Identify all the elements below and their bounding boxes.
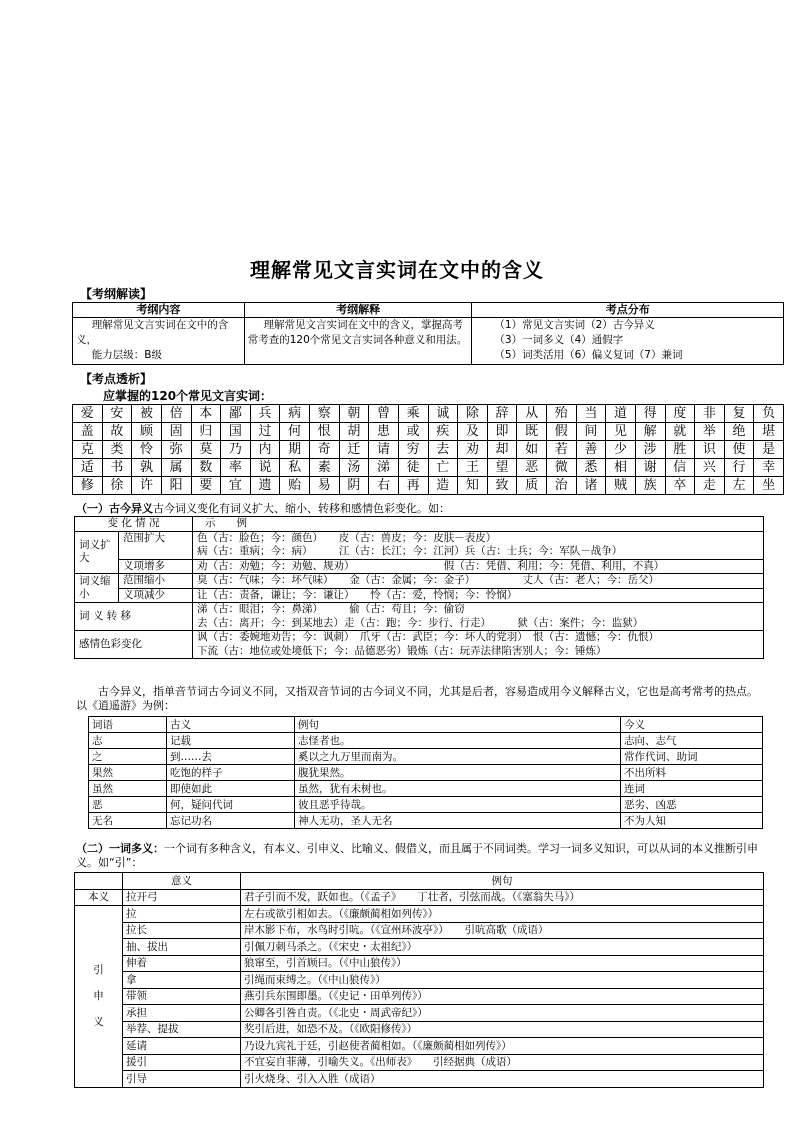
label-emotion: 感情色彩变化 [75, 631, 193, 659]
char-cell: 右 [369, 477, 399, 495]
char-cell: 知 [458, 477, 488, 495]
char-row [73, 423, 784, 441]
char-cell: 谢 [635, 459, 665, 477]
table-row [75, 955, 764, 972]
derived-label-char: 义 [93, 1016, 104, 1029]
char-cell: 既 [517, 423, 547, 441]
char-cell: 要 [191, 477, 221, 495]
char-cell: 修 [73, 477, 103, 495]
table-cell: 彼且恶乎待哉。 [295, 797, 621, 813]
char-cell: 胜 [665, 441, 695, 459]
table-cell: 不出所料 [621, 765, 763, 781]
derived-label-char: 申 [93, 990, 104, 1003]
char-cell: 顾 [132, 423, 162, 441]
example-cell: 君子引而不发，跃如也。（《孟子》 丁壮者，引弦而战。（《塞翁失马》） [241, 889, 764, 906]
char-cell: 乃 [221, 441, 251, 459]
char-cell: 即 [487, 423, 517, 441]
char-cell: 数 [191, 459, 221, 477]
char-cell: 涉 [635, 441, 665, 459]
char-cell: 诸 [576, 477, 606, 495]
char-cell: 徒 [398, 459, 428, 477]
char-cell: 私 [280, 459, 310, 477]
point-line: （1）常见文言实词（2）古今异义 [494, 319, 655, 331]
char-cell: 本 [191, 405, 221, 423]
char-cell: 请 [369, 441, 399, 459]
char-cell: 鄙 [221, 405, 251, 423]
table-row [75, 1005, 764, 1022]
table-cell: 不为人知 [621, 813, 763, 829]
example-cell: 公卿各引咎自责。（《北史・周武帝纪》） [241, 1005, 764, 1022]
char-cell: 属 [161, 459, 191, 477]
char-cell: 兵 [250, 405, 280, 423]
char-cell: 朝 [339, 405, 369, 423]
meaning-cell: 拉 [123, 906, 241, 923]
meaning-cell: 承担 [123, 1005, 241, 1022]
char-cell: 如 [517, 441, 547, 459]
table-row [75, 906, 764, 923]
char-cell: 若 [547, 441, 577, 459]
example-cell: 岸木影下布，水鸟时引吭。（《宣州环波亭》） 引吭高歌（成语） [241, 922, 764, 939]
char-row [73, 459, 784, 477]
example-cell: 燕引兵东围即墨。（《史记・田单列传》） [241, 988, 764, 1005]
table-row [75, 1021, 764, 1038]
table-row [89, 813, 763, 829]
char-cell: 望 [487, 459, 517, 477]
char-cell: 归 [191, 423, 221, 441]
section-heading-analysis: 【考点透析】 [80, 372, 153, 386]
char-cell: 治 [547, 477, 577, 495]
part2-text: 一个词有多种含义，有本义、引申义、比喻义、假借义，而且属于不同词类。学习一词多义知识，可以从词的本义推断引申义。如“引”： [76, 842, 758, 869]
char-cell: 造 [428, 477, 458, 495]
paragraph-old-new: 古今异义，指单音节词古今词义不同，又指双音节词的古今词义不同，尤其是后者，容易造成用今义解释古义，它也是高考常考的热点。以《逍遥游》为例： [76, 685, 758, 712]
char-cell: 克 [73, 441, 103, 459]
char-cell: 诚 [428, 405, 458, 423]
char-cell: 就 [665, 423, 695, 441]
meaning-cell: 拿 [123, 972, 241, 989]
char-row [73, 441, 784, 459]
meaning-change-table [74, 516, 764, 659]
col-header: 考纲解释 [244, 303, 472, 318]
char-cell: 国 [221, 423, 251, 441]
table-cell: 无名 [89, 813, 167, 829]
table-row [75, 988, 764, 1005]
table-cell: 连词 [621, 781, 763, 797]
table-row [75, 972, 764, 989]
level-text: 能力层级：B级 [91, 349, 162, 361]
char-cell: 内 [250, 441, 280, 459]
char-cell: 莫 [191, 441, 221, 459]
char-cell: 爱 [73, 405, 103, 423]
char-cell: 坐 [754, 477, 784, 495]
char-cell: 却 [487, 441, 517, 459]
char-cell: 书 [102, 459, 132, 477]
char-cell: 胡 [339, 423, 369, 441]
table-row [75, 1038, 764, 1055]
char-cell: 少 [606, 441, 636, 459]
meaning-cell: 伸着 [123, 955, 241, 972]
char-cell: 假 [547, 423, 577, 441]
part1-label: （一）古今异义 [76, 502, 153, 515]
table-row [75, 1071, 764, 1088]
example-line: 下流（古：地位或处境低下；今：品德恶劣）锻炼（古：玩弄法律陷害别人；今：锤炼） [197, 644, 607, 657]
char-cell: 过 [250, 423, 280, 441]
label-items: 义项增多 [119, 559, 193, 574]
table-row [89, 749, 763, 765]
char-cell: 盖 [73, 423, 103, 441]
char-cell: 徐 [102, 477, 132, 495]
table-row [75, 922, 764, 939]
character-grid [72, 404, 784, 495]
label-derived [75, 906, 123, 1088]
char-cell: 曾 [369, 405, 399, 423]
char-cell: 识 [695, 441, 725, 459]
char-cell: 故 [102, 423, 132, 441]
label-shift: 词 义 转 移 [75, 603, 193, 631]
char-cell: 举 [695, 423, 725, 441]
char-cell: 相 [606, 459, 636, 477]
char-cell: 道 [606, 405, 636, 423]
char-cell: 固 [161, 423, 191, 441]
char-cell: 倍 [161, 405, 191, 423]
char-cell: 宜 [221, 477, 251, 495]
example-line: 病（古：重病；今：病） 江（古：长江；今：江河）兵（古：士兵；今：军队－战争） [197, 545, 623, 557]
char-cell: 是 [754, 441, 784, 459]
char-cell: 卒 [665, 477, 695, 495]
header-meaning: 意义 [123, 873, 241, 890]
char-cell: 患 [369, 423, 399, 441]
example-cell: 引绳而束缚之。（《中山狼传》） [241, 972, 764, 989]
char-cell: 贻 [280, 477, 310, 495]
table-cell: 虽然 [89, 781, 167, 797]
char-cell: 幸 [754, 459, 784, 477]
char-cell: 奇 [310, 441, 340, 459]
content-text: 理解常见文言实词在文中的含义， [76, 319, 229, 346]
col-header: 词语 [89, 717, 167, 733]
char-cell: 辞 [487, 405, 517, 423]
char-cell: 除 [458, 405, 488, 423]
char-cell: 乘 [398, 405, 428, 423]
explain-text: 理解常见文言实词在文中的含义，掌握高考常考查的120个常见文言实词各种意义和用法。 [247, 319, 468, 346]
example-line: 色（古：脸色；今：颜色） 皮（古：兽皮；今：皮肤－表皮） [197, 531, 497, 544]
table-cell: 恶劣、凶恶 [621, 797, 763, 813]
label-scope: 范围缩小 [119, 574, 193, 589]
char-cell: 期 [280, 441, 310, 459]
example-line: 讽（古：委婉地劝告；今：讽刺） 爪牙（古：武臣；今：坏人的党羽） 恨（古：遗憾；今：仇恨） [197, 631, 659, 643]
char-cell: 从 [517, 405, 547, 423]
char-cell: 度 [665, 405, 695, 423]
char-cell: 安 [102, 405, 132, 423]
col-header: 古义 [167, 717, 295, 733]
char-cell: 悉 [576, 459, 606, 477]
col-header: 例句 [295, 717, 621, 733]
header-change: 变 化 情 况 [75, 517, 193, 532]
example-cell: 引佩刀刺马杀之。（《宋史・太祖纪》） [241, 939, 764, 956]
char-cell: 得 [635, 405, 665, 423]
example-cell: 不宜妄自菲薄，引喻失义。《出师表》 引经据典（成语） [241, 1054, 764, 1071]
char-cell: 殆 [547, 405, 577, 423]
table-cell: 即使如此 [167, 781, 295, 797]
char-cell: 善 [576, 441, 606, 459]
char-cell: 解 [635, 423, 665, 441]
table-cell: 何，疑问代词 [167, 797, 295, 813]
char-cell: 恶 [517, 459, 547, 477]
char-cell: 病 [280, 405, 310, 423]
table-cell: 神人无功，圣人无名 [295, 813, 621, 829]
char-cell: 兴 [695, 459, 725, 477]
char-cell: 汤 [339, 459, 369, 477]
char-row [73, 405, 784, 423]
table-row [89, 765, 763, 781]
part1-heading [76, 502, 766, 516]
char-cell: 适 [73, 459, 103, 477]
table-cell: 奚以之九万里而南为。 [295, 749, 621, 765]
char-cell: 信 [665, 459, 695, 477]
char-cell: 复 [724, 405, 754, 423]
table-row [75, 939, 764, 956]
char-cell: 涕 [369, 459, 399, 477]
part1-text: 古今词义变化有词义扩大、缩小、转移和感情色彩变化。如： [153, 502, 450, 515]
char-cell: 贼 [606, 477, 636, 495]
char-cell: 左 [724, 477, 754, 495]
char-cell: 绝 [724, 423, 754, 441]
label-shrink: 词义缩小 [75, 574, 119, 603]
char-cell: 阴 [339, 477, 369, 495]
char-cell: 再 [398, 477, 428, 495]
example-line: 让（古：责备，谦让；今：谦让） 怜（古：爱，怜悯；今：怜悯） [193, 588, 764, 603]
part2-label: （二）一词多义： [76, 842, 164, 855]
char-cell: 王 [458, 459, 488, 477]
page-title: 理解常见文言实词在文中的含义 [250, 258, 544, 282]
char-cell: 非 [695, 405, 725, 423]
table-cell: 忘记功名 [167, 813, 295, 829]
example-line: 去（古：离开；今：到某地去）走（古：跑；今：步行、行走） 狱（古：案件；今：监狱） [197, 616, 644, 629]
label-original: 本义 [75, 889, 123, 906]
char-cell: 许 [132, 477, 162, 495]
char-cell: 见 [606, 423, 636, 441]
header-example: 例句 [241, 873, 764, 890]
col-header: 考点分布 [472, 303, 784, 318]
derived-label-char: 引 [93, 964, 104, 977]
char-list-subtitle: 应掌握的120个常见文言实词： [103, 389, 273, 403]
char-cell: 行 [724, 459, 754, 477]
table-cell: 志怪者也。 [295, 733, 621, 749]
char-cell: 当 [576, 405, 606, 423]
char-cell: 堪 [754, 423, 784, 441]
char-cell: 微 [547, 459, 577, 477]
char-cell: 怜 [132, 441, 162, 459]
char-cell: 或 [398, 423, 428, 441]
char-cell: 察 [310, 405, 340, 423]
table-row [89, 733, 763, 749]
char-cell: 质 [517, 477, 547, 495]
label-items: 义项减少 [119, 588, 193, 603]
meaning-cell: 引导 [123, 1071, 241, 1088]
table-row [75, 1054, 764, 1071]
char-row [73, 477, 784, 495]
table-row [89, 781, 763, 797]
example-cell: 引火烧身、引入入胜（成语） [241, 1071, 764, 1088]
table-row [89, 797, 763, 813]
char-cell: 类 [102, 441, 132, 459]
char-cell: 被 [132, 405, 162, 423]
char-cell: 劝 [458, 441, 488, 459]
char-cell: 阳 [161, 477, 191, 495]
table-cell: 之 [89, 749, 167, 765]
col-header: 今义 [621, 717, 763, 733]
example-line: 臭（古：气味；今：坏气味） 金（古：金属；今：金子） 丈人（古：老人；今：岳父） [193, 574, 764, 589]
char-cell: 易 [310, 477, 340, 495]
char-cell: 间 [576, 423, 606, 441]
char-cell: 及 [458, 423, 488, 441]
table-cell: 记载 [167, 733, 295, 749]
col-header: 考纲内容 [73, 303, 245, 318]
char-cell: 穷 [398, 441, 428, 459]
point-line: （5）词类活用（6）偏义复词（7）兼词 [494, 349, 683, 361]
char-cell: 遗 [250, 477, 280, 495]
xiaoyaoyou-table [88, 716, 763, 829]
char-cell: 说 [250, 459, 280, 477]
part2-heading [76, 842, 766, 870]
char-cell: 弥 [161, 441, 191, 459]
meaning-cell: 抽、拔出 [123, 939, 241, 956]
meaning-cell: 带领 [123, 988, 241, 1005]
char-cell: 迁 [339, 441, 369, 459]
table-cell: 到……去 [167, 749, 295, 765]
char-cell: 族 [635, 477, 665, 495]
table-cell: 虽然，犹有未树也。 [295, 781, 621, 797]
char-cell: 率 [221, 459, 251, 477]
table-cell: 恶 [89, 797, 167, 813]
char-cell: 致 [487, 477, 517, 495]
outline-table [72, 302, 784, 365]
char-cell: 孰 [132, 459, 162, 477]
char-cell: 走 [695, 477, 725, 495]
meaning-cell: 援引 [123, 1054, 241, 1071]
char-cell: 何 [280, 423, 310, 441]
table-cell: 吃饱的样子 [167, 765, 295, 781]
example-line: 劝（古：劝勉；今：劝勉、规劝） 假（古：凭借、利用；今：凭借、利用，不真） [193, 559, 764, 574]
example-cell: 乃设九宾礼于廷，引赵使者蔺相如。（《廉颇蔺相如列传》） [241, 1038, 764, 1055]
label-expand: 词义扩大 [75, 531, 119, 574]
char-cell: 亡 [428, 459, 458, 477]
meaning-cell: 延请 [123, 1038, 241, 1055]
table-cell: 腹犹果然。 [295, 765, 621, 781]
meaning-cell: 举荐、提拔 [123, 1021, 241, 1038]
table-cell: 果然 [89, 765, 167, 781]
label-scope: 范围扩大 [119, 531, 193, 559]
table-cell: 志向、志气 [621, 733, 763, 749]
header-example: 示 例 [193, 517, 764, 532]
example-cell: 狼窜至，引首顾曰。（《中山狼传》） [241, 955, 764, 972]
char-cell: 素 [310, 459, 340, 477]
meaning-cell: 拉长 [123, 922, 241, 939]
section-heading-outline: 【考纲解读】 [80, 287, 153, 301]
example-cell: 左右或欲引相如去。（《廉颇蔺相如列传》） [241, 906, 764, 923]
polysemy-table [74, 872, 764, 1088]
table-cell: 志 [89, 733, 167, 749]
char-cell: 恨 [310, 423, 340, 441]
point-line: （3）一词多义（4）通假字 [494, 334, 624, 346]
char-cell: 去 [428, 441, 458, 459]
char-cell: 负 [754, 405, 784, 423]
meaning-cell: 拉开弓 [123, 889, 241, 906]
example-line: 涕（古：眼泪；今：鼻涕） 偷（古：苟且；今：偷窃 [197, 603, 465, 615]
char-cell: 疾 [428, 423, 458, 441]
char-cell: 使 [724, 441, 754, 459]
example-cell: 奖引后进，如恐不及。（《欧阳修传》） [241, 1021, 764, 1038]
table-cell: 常作代词、助词 [621, 749, 763, 765]
